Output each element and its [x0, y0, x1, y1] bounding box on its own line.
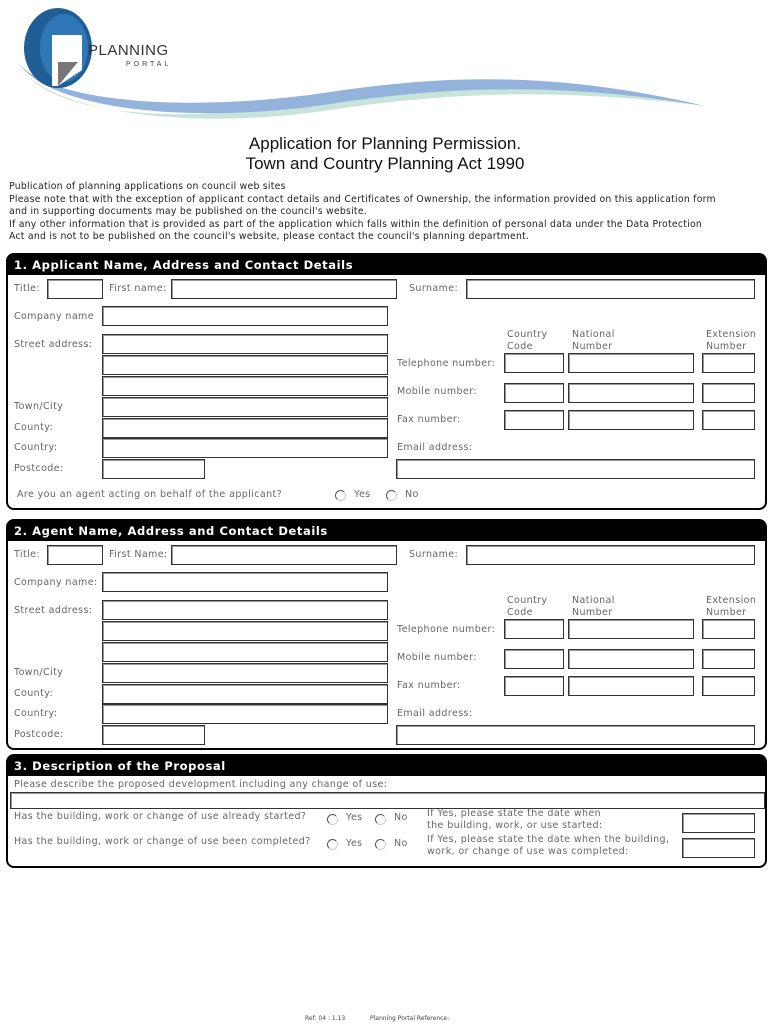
describe-label: Please describe the proposed development including any change of use:	[14, 779, 388, 790]
company-name-input[interactable]	[102, 572, 388, 592]
section-proposal	[6, 754, 767, 868]
company-name-input[interactable]	[102, 306, 388, 326]
mobile-country-code-input[interactable]	[504, 649, 564, 669]
title-input[interactable]	[47, 545, 103, 565]
postcode-input[interactable]	[102, 725, 205, 745]
county-input[interactable]	[102, 684, 388, 704]
section3-heading: 3. Description of the Proposal	[8, 756, 765, 776]
surname-label: Surname:	[409, 549, 459, 560]
started-date-input[interactable]	[682, 813, 755, 833]
publication-notice	[9, 181, 769, 244]
mobile-number-label: Mobile number:	[397, 386, 477, 397]
notice-heading: Publication of planning applications on council web sites	[9, 181, 286, 192]
completed-no-label: No	[394, 838, 408, 849]
first-name-label: First Name:	[109, 549, 168, 560]
telephone-extension-input[interactable]	[702, 353, 755, 373]
completed-no-radio[interactable]	[375, 839, 386, 850]
completed-yes-radio[interactable]	[327, 839, 338, 850]
section2-heading: 2. Agent Name, Address and Contact Details	[8, 521, 765, 541]
completed-date-input[interactable]	[682, 838, 755, 858]
completed-question-label: Has the building, work or change of use been completed?	[14, 836, 311, 847]
street-address-line-3[interactable]	[102, 376, 388, 396]
notice-line: Please note that with the exception of applicant contact details and Certificates of Ownership, the information provided on this application form	[9, 193, 716, 205]
surname-label: Surname:	[409, 283, 459, 294]
street-address-line-1[interactable]	[102, 334, 388, 354]
started-yes-radio[interactable]	[327, 814, 338, 825]
logo-swoosh-icon	[0, 0, 770, 125]
started-no-label: No	[394, 812, 408, 823]
country-input[interactable]	[102, 704, 388, 724]
company-name-label: Company name:	[14, 577, 98, 588]
county-input[interactable]	[102, 418, 388, 438]
street-address-line-1[interactable]	[102, 600, 388, 620]
telephone-number-label: Telephone number:	[397, 358, 496, 369]
section-agent	[6, 519, 767, 750]
agent-yes-label: Yes	[354, 489, 371, 500]
mobile-country-code-input[interactable]	[504, 383, 564, 403]
street-address-label: Street address:	[14, 605, 93, 616]
title-label: Title:	[14, 283, 40, 294]
email-address-input[interactable]	[396, 725, 755, 745]
started-no-radio[interactable]	[375, 814, 386, 825]
national-number-header: National Number	[572, 329, 615, 352]
extension-number-header: Extension Number	[706, 329, 757, 352]
mobile-extension-input[interactable]	[702, 649, 755, 669]
first-name-input[interactable]	[171, 545, 397, 565]
agent-question-label: Are you an agent acting on behalf of the applicant?	[17, 489, 283, 500]
town-city-input[interactable]	[102, 397, 388, 417]
logo-text-planning: PLANNING	[88, 42, 169, 59]
town-city-label: Town/City	[14, 667, 64, 678]
completed-yes-label: Yes	[346, 838, 363, 849]
street-address-line-2[interactable]	[102, 621, 388, 641]
title-label: Title:	[14, 549, 40, 560]
started-yes-label: Yes	[346, 812, 363, 823]
started-date-label: If Yes, please state the date when the building, work, or use started:	[427, 808, 603, 831]
country-label: Country:	[14, 708, 58, 719]
telephone-national-number-input[interactable]	[568, 619, 694, 639]
fax-country-code-input[interactable]	[504, 676, 564, 696]
notice-line: and in supporting documents may be published on the council's website.	[9, 206, 368, 218]
fax-national-number-input[interactable]	[568, 410, 694, 430]
mobile-extension-input[interactable]	[702, 383, 755, 403]
completed-date-label: If Yes, please state the date when the building, work, or change of use was completed:	[427, 834, 670, 857]
telephone-country-code-input[interactable]	[504, 619, 564, 639]
description-input[interactable]	[10, 792, 765, 809]
section-applicant	[6, 253, 767, 510]
telephone-number-label: Telephone number:	[397, 624, 496, 635]
fax-number-label: Fax number:	[397, 414, 461, 425]
email-address-input[interactable]	[396, 459, 755, 479]
fax-number-label: Fax number:	[397, 680, 461, 691]
mobile-national-number-input[interactable]	[568, 383, 694, 403]
telephone-country-code-input[interactable]	[504, 353, 564, 373]
surname-input[interactable]	[466, 279, 755, 299]
page-title: Application for Planning Permission.	[248, 134, 522, 153]
country-code-header: Country Code	[507, 595, 548, 618]
telephone-national-number-input[interactable]	[568, 353, 694, 373]
town-city-label: Town/City	[14, 401, 64, 412]
agent-no-radio[interactable]	[386, 490, 397, 501]
notice-line: Act and is not to be published on the council's website, please contact the council's planning department.	[9, 231, 530, 243]
email-address-label: Email address:	[397, 442, 473, 453]
county-label: County:	[14, 688, 54, 699]
town-city-input[interactable]	[102, 663, 388, 683]
surname-input[interactable]	[466, 545, 755, 565]
fax-national-number-input[interactable]	[568, 676, 694, 696]
fax-extension-input[interactable]	[702, 676, 755, 696]
street-address-label: Street address:	[14, 339, 93, 350]
country-label: Country:	[14, 442, 58, 453]
section1-heading: 1. Applicant Name, Address and Contact Details	[8, 255, 765, 275]
telephone-extension-input[interactable]	[702, 619, 755, 639]
fax-country-code-input[interactable]	[504, 410, 564, 430]
postcode-label: Postcode:	[14, 729, 64, 740]
street-address-line-3[interactable]	[102, 642, 388, 662]
postcode-input[interactable]	[102, 459, 205, 479]
extension-number-header: Extension Number	[706, 595, 757, 618]
mobile-national-number-input[interactable]	[568, 649, 694, 669]
first-name-input[interactable]	[171, 279, 397, 299]
agent-no-label: No	[405, 489, 419, 500]
started-question-label: Has the building, work or change of use already started?	[14, 811, 307, 822]
title-input[interactable]	[47, 279, 103, 299]
postcode-label: Postcode:	[14, 463, 64, 474]
mobile-number-label: Mobile number:	[397, 652, 477, 663]
logo-text-portal: PORTAL	[126, 61, 172, 68]
company-name-label: Company name	[14, 311, 94, 322]
street-address-line-2[interactable]	[102, 355, 388, 375]
agent-yes-radio[interactable]	[335, 490, 346, 501]
national-number-header: National Number	[572, 595, 615, 618]
planning-portal-logo	[0, 0, 770, 125]
country-input[interactable]	[102, 438, 388, 458]
country-code-header: Country Code	[507, 329, 548, 352]
email-address-label: Email address:	[397, 708, 473, 719]
first-name-label: First name:	[109, 283, 167, 294]
footer-ref: Ref: 04 : 1.13	[305, 1015, 346, 1022]
fax-extension-input[interactable]	[702, 410, 755, 430]
county-label: County:	[14, 422, 54, 433]
notice-line: If any other information that is provided as part of the application which falls within the definition of personal data under the Data Protection	[9, 218, 703, 230]
footer-portal-reference: Planning Portal Reference:	[370, 1015, 450, 1022]
page-subtitle: Town and Country Planning Act 1990	[245, 154, 525, 173]
